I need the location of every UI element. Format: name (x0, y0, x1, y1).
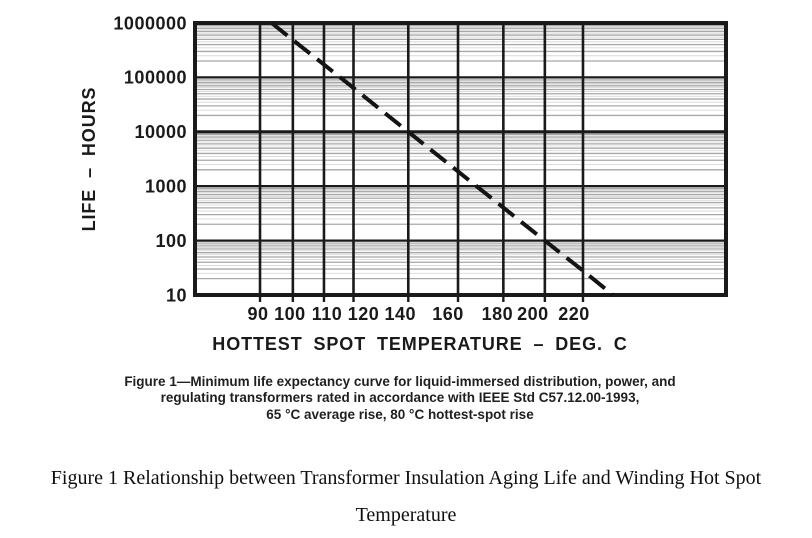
y-axis-title: LIFE – HOURS (79, 86, 99, 232)
x-tick-label: 160 (432, 304, 464, 324)
y-tick-label: 1000 (144, 176, 187, 197)
figure-caption (0, 374, 800, 423)
document-caption-line-1: Figure 1 Relationship between Transformer Insulation Aging Life and Winding Hot Spot (50, 467, 762, 489)
y-tick-label: 1000000 (113, 13, 187, 34)
x-tick-label: 90 (247, 304, 269, 324)
figure-caption-line-1: Figure 1—Minimum life expectancy curve for liquid-immersed distribution, power, and (124, 374, 676, 389)
x-tick-label: 180 (481, 304, 514, 324)
major-gridlines (195, 23, 726, 295)
y-tick-label: 10 (165, 285, 187, 306)
y-tick-label: 100000 (123, 67, 187, 88)
y-tick-label: 10000 (134, 122, 187, 143)
subminor-gridlines (195, 27, 726, 274)
figure-caption-line-3: 65 °C average rise, 80 °C hottest-spot rise (266, 406, 534, 422)
x-tick-label: 140 (384, 304, 417, 324)
plot-frame (195, 23, 726, 295)
x-axis-title: HOTTEST SPOT TEMPERATURE – DEG. C (212, 334, 628, 354)
x-tick-label: 120 (347, 304, 380, 324)
x-tick-label: 100 (274, 304, 306, 324)
x-tick-label: 220 (558, 304, 590, 324)
y-tick-labels (113, 13, 187, 305)
document-caption-line-2: Temperature (355, 504, 457, 526)
x-axis-tick-marks (260, 297, 583, 302)
vertical-gridlines (260, 23, 583, 295)
x-tick-label: 200 (517, 304, 549, 324)
y-tick-label: 100 (155, 230, 187, 251)
x-tick-label: 110 (311, 304, 343, 324)
figure-caption-line-2: regulating transformers rated in accordance with IEEE Std C57.12.00-1993, (160, 390, 640, 406)
x-tick-labels (247, 304, 589, 324)
